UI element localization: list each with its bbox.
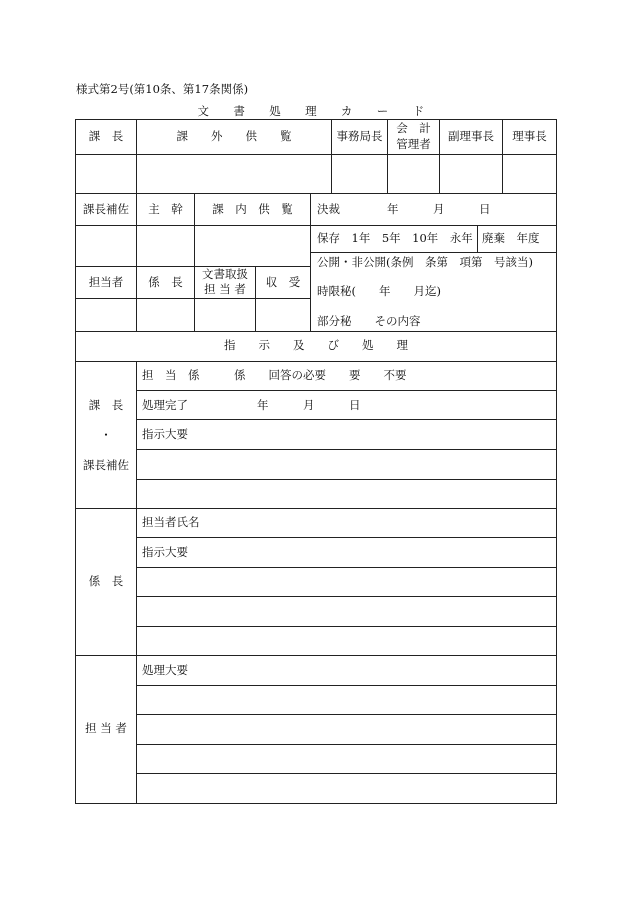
- document-processing-card: [75, 119, 557, 804]
- label-group-tantousha: 担 当 者: [85, 721, 127, 735]
- stamp-jimukyokucho[interactable]: [331, 154, 388, 194]
- label-group-kakaricho: 係 長: [88, 574, 124, 588]
- label-hozon: 保存 1年 5年 10年 永年: [317, 231, 473, 245]
- instructions-heading: 指 示 及 び 処 理: [224, 338, 408, 352]
- label-kaikei-2: 管理者: [396, 137, 431, 151]
- label-bunsho-2: 担 当 者: [204, 282, 246, 296]
- label-tantousha: 担当者: [88, 275, 124, 289]
- label-kacho: 課 長: [88, 129, 124, 143]
- tantousha-row-3[interactable]: [136, 714, 557, 745]
- label-kanai-kyoran: 課 内 供 覧: [212, 202, 293, 216]
- label-bubunhi: 部分秘 その内容: [317, 314, 421, 328]
- kakaricho-row-4[interactable]: [136, 596, 557, 627]
- stamp-kagai[interactable]: [136, 154, 332, 194]
- kakaricho-row-2[interactable]: [136, 537, 557, 568]
- kacho-shorikanryo: 処理完了 年 月 日: [142, 398, 361, 412]
- stamp-tantousha[interactable]: [75, 298, 137, 332]
- stamp-fukurijicho[interactable]: [439, 154, 503, 194]
- kacho-row-5[interactable]: [136, 479, 557, 509]
- form-number: 様式第2号(第10条、第17条関係): [76, 82, 249, 96]
- label-jigenhi: 時限秘( 年 月迄): [317, 284, 441, 298]
- label-jimukyokucho: 事務局長: [336, 129, 383, 143]
- label-haiki: 廃棄 年度: [482, 231, 540, 245]
- stamp-bunsho-toriatsukai[interactable]: [194, 298, 256, 332]
- kakaricho-tantoushamei: 担当者氏名: [142, 515, 200, 529]
- stamp-rijicho[interactable]: [502, 154, 557, 194]
- kacho-tantougakari: 担 当 係 係 回答の必要 要 不要: [142, 368, 407, 382]
- label-group-dot: ・: [100, 428, 112, 442]
- stamp-shukan[interactable]: [136, 225, 195, 267]
- stamp-shuju[interactable]: [255, 298, 311, 332]
- label-fukurijicho: 副理事長: [448, 129, 494, 143]
- form-title: 文 書 処 理 カ ー ド: [197, 104, 435, 118]
- stamp-kakaricho[interactable]: [136, 298, 195, 332]
- label-kachohosa: 課長補佐: [83, 202, 129, 216]
- label-kakaricho: 係 長: [148, 275, 183, 289]
- kakaricho-row-5[interactable]: [136, 626, 557, 656]
- label-koukai: 公開・非公開(条例 条第 項第 号該当): [317, 255, 533, 269]
- label-group-kacho: 課 長: [88, 398, 124, 412]
- tantousha-row-5[interactable]: [136, 773, 557, 804]
- kessai-date: 年 月 日: [387, 202, 491, 216]
- tantousha-shoritaiyou: 処理大要: [142, 663, 188, 677]
- label-group-kachohosa: 課長補佐: [83, 458, 129, 472]
- label-shukan: 主 幹: [148, 202, 183, 216]
- label-rijicho: 理事長: [512, 129, 547, 143]
- kakaricho-row-3[interactable]: [136, 567, 557, 597]
- stamp-kanai[interactable]: [194, 225, 311, 267]
- tantousha-row-1[interactable]: [136, 655, 557, 686]
- tantousha-row-4[interactable]: [136, 744, 557, 774]
- label-shuju: 収 受: [265, 275, 301, 289]
- kacho-row-3[interactable]: [136, 419, 557, 450]
- label-kessai: 決裁: [317, 202, 340, 216]
- kacho-row-4[interactable]: [136, 449, 557, 480]
- stamp-kacho[interactable]: [75, 154, 137, 194]
- tantousha-row-2[interactable]: [136, 685, 557, 715]
- kakaricho-shijitaiyou: 指示大要: [142, 545, 188, 559]
- stamp-kaikei[interactable]: [387, 154, 440, 194]
- stamp-kachohosa[interactable]: [75, 225, 137, 267]
- kacho-shijitaiyou: 指示大要: [142, 427, 188, 441]
- label-kaikei-1: 会 計: [396, 121, 431, 135]
- label-bunsho-1: 文書取扱: [202, 267, 248, 281]
- label-kagai-kyoran: 課 外 供 覧: [176, 129, 292, 143]
